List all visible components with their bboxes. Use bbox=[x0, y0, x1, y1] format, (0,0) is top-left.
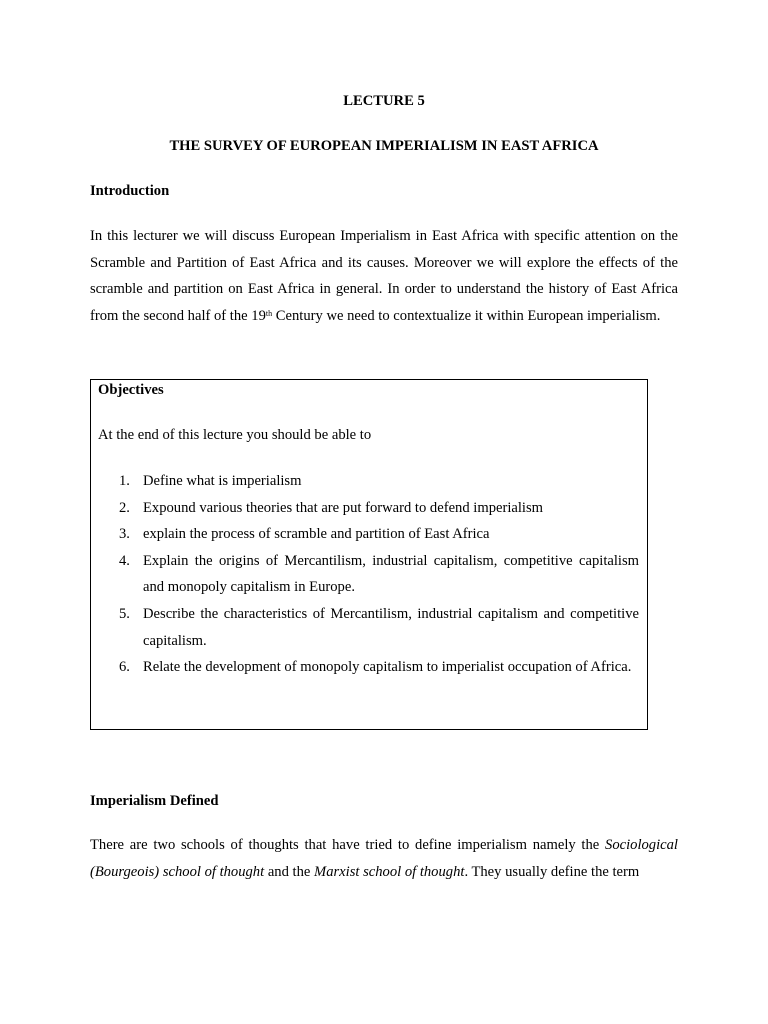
objective-item bbox=[91, 495, 647, 522]
objectives-heading: Objectives bbox=[98, 382, 164, 398]
definition-text-2: and the bbox=[264, 863, 315, 880]
objective-text: Expound various theories that are put forward to defend imperialism bbox=[143, 499, 543, 516]
superscript-th: th bbox=[265, 308, 273, 318]
introduction-text-end: Century we need to contextualize it within European imperialism. bbox=[272, 307, 661, 324]
objective-number: 6. bbox=[119, 659, 130, 676]
lecture-label: LECTURE 5 bbox=[343, 93, 425, 109]
objective-text: Explain the origins of Mercantilism, industrial capitalism, competitive capitalism and monopoly capitalism in Europe. bbox=[143, 552, 639, 596]
objective-item bbox=[91, 601, 647, 654]
introduction-text-start: In this lecturer we will discuss European Imperialism in East Africa with specific attention on the Scramble and Partition of East Africa and its causes. Moreover we will explore the effects of the scramble and partition on East Africa in general. In order to understand the history of East Africa from the second half of the 19 bbox=[90, 228, 678, 324]
objective-number: 5. bbox=[119, 605, 130, 622]
objective-item bbox=[91, 468, 647, 495]
objective-item bbox=[91, 548, 647, 601]
objectives-box bbox=[90, 379, 648, 730]
objective-text: Relate the development of monopoly capitalism to imperialist occupation of Africa. bbox=[143, 659, 632, 676]
document-title: THE SURVEY OF EUROPEAN IMPERIALISM IN EAST AFRICA bbox=[169, 138, 599, 154]
imperialism-defined-heading: Imperialism Defined bbox=[90, 793, 219, 809]
marxist-school-term: Marxist school of thought bbox=[314, 863, 465, 880]
objective-number: 3. bbox=[119, 526, 130, 543]
objective-text: Define what is imperialism bbox=[143, 473, 302, 489]
objective-number: 1. bbox=[119, 473, 130, 489]
introduction-heading: Introduction bbox=[90, 183, 170, 199]
objectives-list bbox=[91, 468, 647, 681]
definition-text-1: There are two schools of thoughts that have tried to define imperialism namely the bbox=[90, 837, 606, 853]
objective-item bbox=[91, 654, 647, 681]
objective-item bbox=[91, 521, 647, 548]
introduction-paragraph bbox=[90, 223, 678, 329]
objective-number: 4. bbox=[119, 552, 130, 569]
definition-text-3: . They usually define the term bbox=[464, 863, 640, 880]
imperialism-defined-paragraph bbox=[90, 832, 678, 885]
objective-text: explain the process of scramble and partition of East Africa bbox=[143, 526, 490, 543]
objective-number: 2. bbox=[119, 499, 130, 516]
sociological-school-term: Sociological (Bourgeois) school of thought bbox=[90, 837, 678, 880]
objectives-intro: At the end of this lecture you should be able to bbox=[98, 427, 372, 443]
objective-text: Describe the characteristics of Mercantilism, industrial capitalism and competitive capitalism. bbox=[143, 605, 639, 649]
